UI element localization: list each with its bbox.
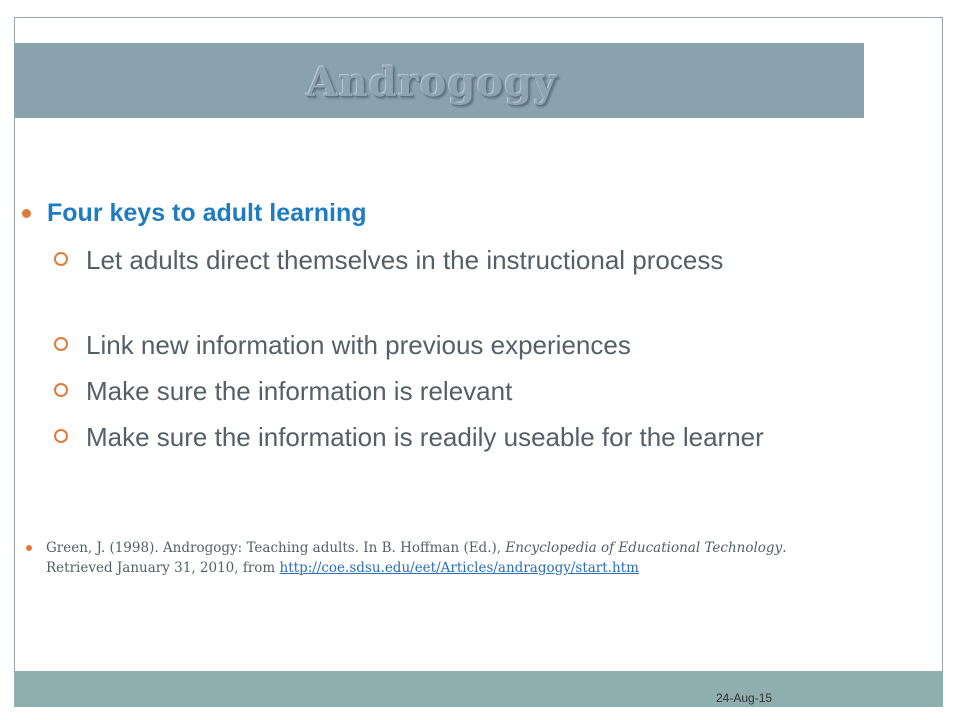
reference-citation xyxy=(26,538,826,578)
sub-bullet-1 xyxy=(54,242,814,278)
ring-bullet-icon xyxy=(54,252,68,266)
sub-bullet-2 xyxy=(54,327,814,363)
reference-lead: Green, J. (1998). Androgogy: Teaching adults. In B. Hoffman (Ed.), xyxy=(46,540,506,556)
sub-bullet-4 xyxy=(54,419,814,455)
sub-bullet-text: Make sure the information is readily useable for the learner xyxy=(86,422,764,452)
bullet-dot-icon xyxy=(22,209,31,218)
reference-link[interactable]: http://coe.sdsu.edu/eet/Articles/andragogy/start.htm xyxy=(279,560,639,576)
reference-source-title: Encyclopedia of Educational Technology xyxy=(505,540,783,556)
reference-retrieved: . Retrieved January 31, 2010, from xyxy=(46,540,787,576)
footer-date: 24-Aug-15 xyxy=(716,691,773,705)
ring-bullet-icon xyxy=(54,429,68,443)
sub-bullet-text: Link new information with previous experiences xyxy=(86,330,631,360)
sub-bullet-text: Make sure the information is relevant xyxy=(86,376,513,406)
ring-bullet-icon xyxy=(54,337,68,351)
ring-bullet-icon xyxy=(54,383,68,397)
sub-bullet-3 xyxy=(54,373,814,409)
sub-bullet-text: Let adults direct themselves in the instructional process xyxy=(86,245,724,275)
bullet-dot-icon xyxy=(26,545,32,551)
main-bullet xyxy=(22,196,367,230)
slide-title: Androgogy xyxy=(306,59,558,106)
main-bullet-label: Four keys to adult learning xyxy=(47,199,367,227)
reference-text xyxy=(26,538,826,578)
footer-bar xyxy=(14,671,943,707)
